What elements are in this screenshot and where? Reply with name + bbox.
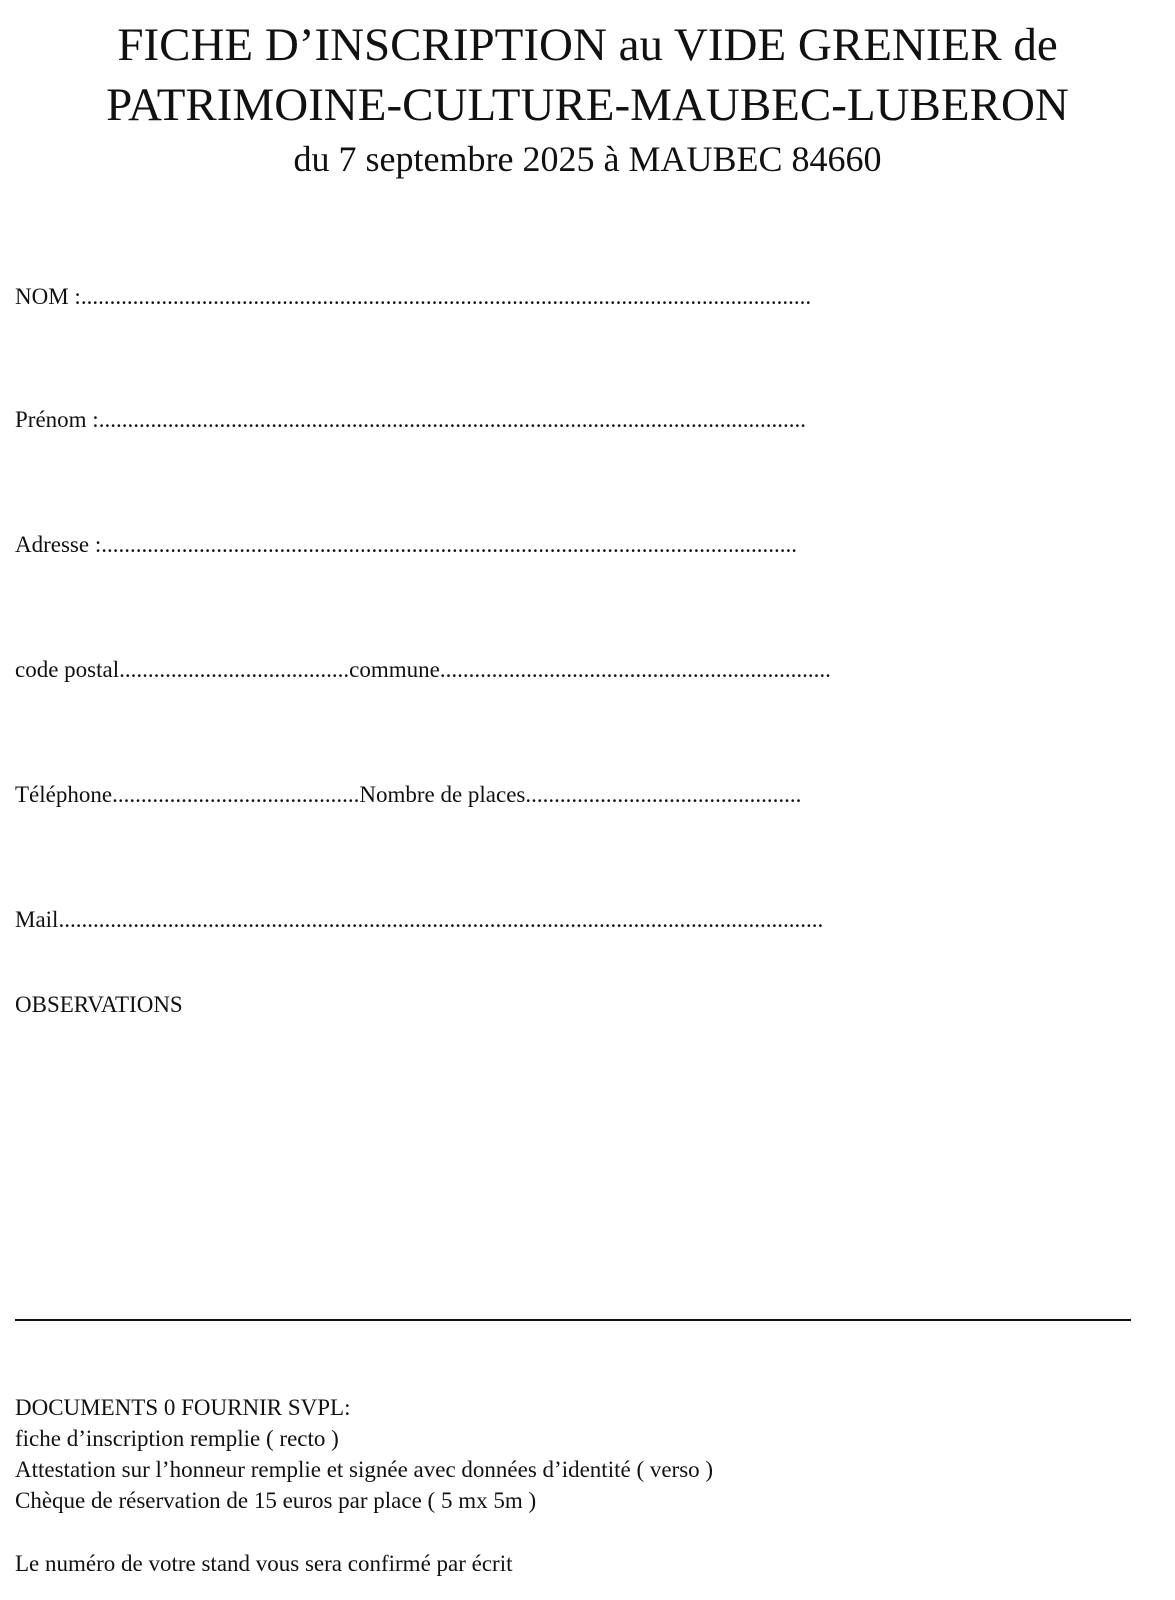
- observations-input-area[interactable]: [15, 1028, 1125, 1278]
- adresse-label: Adresse :: [15, 532, 102, 557]
- form-title-line-2: PATRIMOINE-CULTURE-MAUBEC-LUBERON: [106, 79, 1069, 131]
- code-postal-label: code postal: [15, 657, 120, 682]
- telephone-places-row: [15, 780, 890, 810]
- prenom-field-row: [15, 405, 890, 435]
- documents-list-item: Attestation sur l’honneur remplie et signée avec données d’identité ( verso ): [15, 1457, 714, 1482]
- mail-label: Mail: [15, 907, 59, 932]
- section-divider: [15, 1319, 1131, 1321]
- nom-field-row: [15, 282, 890, 312]
- mail-input[interactable]: .....................................................................................................................................: [58, 907, 824, 932]
- prenom-input[interactable]: ...........................................................................................................................: [98, 407, 806, 432]
- observations-label: OBSERVATIONS: [15, 992, 183, 1017]
- documents-heading: DOCUMENTS 0 FOURNIR SVPL:: [15, 1395, 351, 1420]
- mail-field-row: [15, 905, 890, 935]
- code-postal-commune-row: [15, 655, 890, 685]
- adresse-input[interactable]: .........................................................................................................................: [101, 532, 797, 557]
- commune-label: commune: [349, 657, 440, 682]
- documents-list-item: Chèque de réservation de 15 euros par place ( 5 mx 5m ): [15, 1488, 537, 1513]
- telephone-label: Téléphone: [15, 782, 113, 807]
- nom-input[interactable]: ...............................................................................................................................: [80, 284, 812, 309]
- nom-label: NOM :: [15, 284, 81, 309]
- documents-list-item: fiche d’inscription remplie ( recto ): [15, 1426, 339, 1451]
- nombre-places-label: Nombre de places: [359, 782, 526, 807]
- stand-confirmation-note: Le numéro de votre stand vous sera confirmé par écrit: [15, 1551, 513, 1576]
- code-postal-input[interactable]: ........................................: [119, 657, 350, 682]
- telephone-input[interactable]: ...........................................: [112, 782, 360, 807]
- form-subtitle-date-place: du 7 septembre 2025 à MAUBEC 84660: [293, 139, 882, 179]
- prenom-label: Prénom :: [15, 407, 99, 432]
- adresse-field-row: [15, 530, 890, 560]
- commune-input[interactable]: ....................................................................: [439, 657, 831, 682]
- form-title-line-1: FICHE D’INSCRIPTION au VIDE GRENIER de: [117, 19, 1058, 71]
- nombre-places-input[interactable]: ................................................: [525, 782, 802, 807]
